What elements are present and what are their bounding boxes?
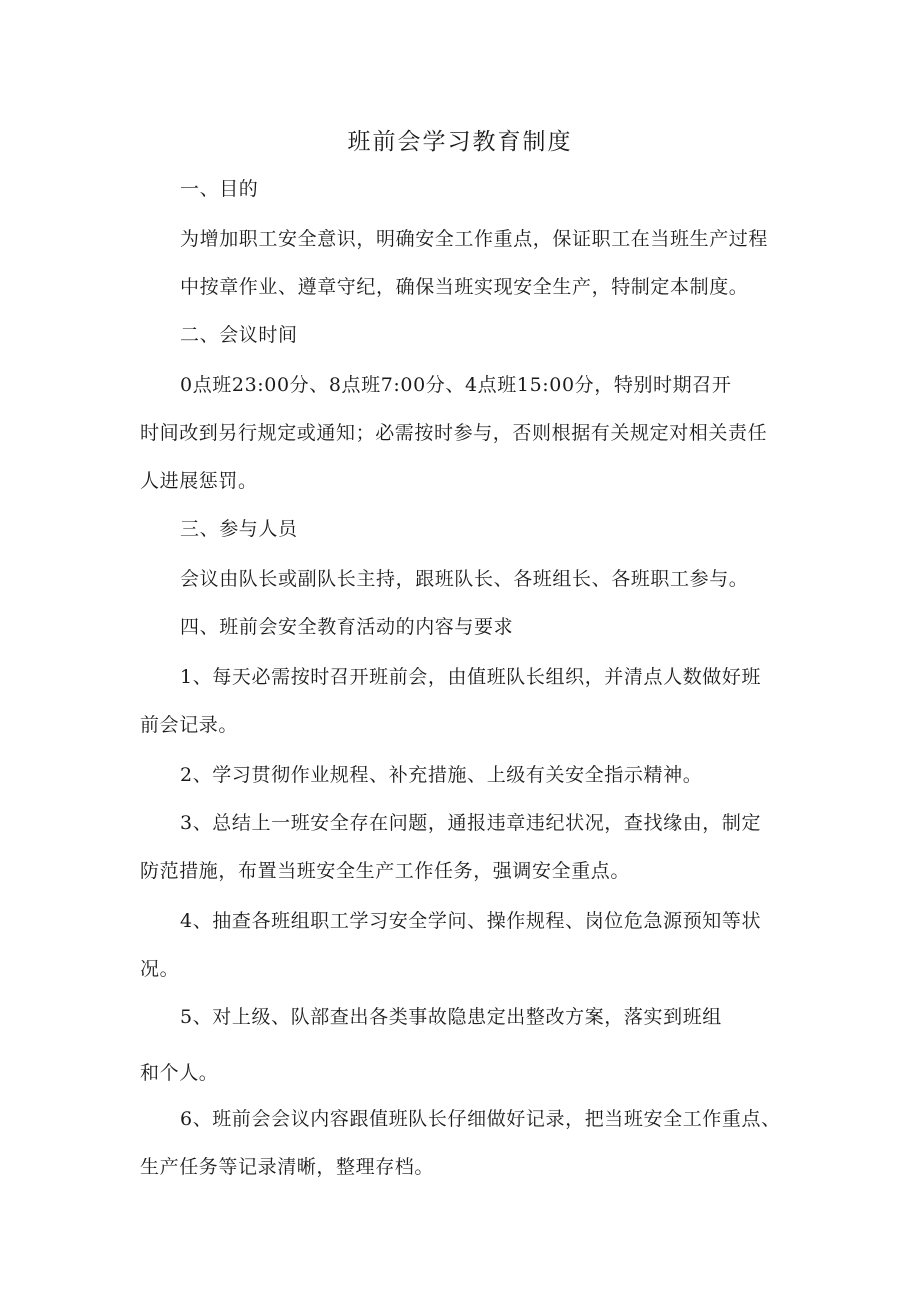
- section-heading-content-requirements: 四、班前会安全教育活动的内容与要求: [180, 616, 514, 638]
- paragraph-line: 会议由队长或副队长主持，跟班队长、各班组长、各班职工参与。: [180, 568, 749, 590]
- list-item-line: 5、对上级、队部查出各类事故隐患定出整改方案，落实到班组: [180, 1006, 722, 1028]
- section-heading-meeting-time: 二、会议时间: [180, 324, 298, 346]
- list-item-line: 防范措施，布置当班安全生产工作任务，强调安全重点。: [140, 860, 631, 882]
- list-item-line: 2、学习贯彻作业规程、补充措施、上级有关安全指示精神。: [180, 764, 703, 786]
- list-item-line: 1、每天必需按时召开班前会，由值班队长组织，并清点人数做好班: [180, 666, 762, 688]
- paragraph-line: 时间改到另行规定或通知；必需按时参与，否则根据有关规定对相关责任: [140, 422, 768, 444]
- section-heading-participants: 三、参与人员: [180, 518, 298, 540]
- section-heading-purpose: 一、目的: [180, 178, 259, 200]
- paragraph-line: 0点班23:00分、8点班7:00分、4点班15:00分，特别时期召开: [180, 374, 732, 396]
- list-item-line: 前会记录。: [140, 714, 239, 736]
- paragraph-line: 人进展惩罚。: [140, 470, 258, 492]
- list-item-line: 3、总结上一班安全存在问题，通报违章违纪状况，查找缘由，制定: [180, 812, 762, 834]
- list-item-line: 生产任务等记录清晰，整理存档。: [140, 1156, 435, 1178]
- list-item-line: 6、班前会会议内容跟值班队长仔细做好记录，把当班安全工作重点、: [180, 1108, 781, 1130]
- paragraph-line: 为增加职工安全意识，明确安全工作重点，保证职工在当班生产过程: [180, 228, 769, 250]
- list-item-line: 况。: [140, 958, 180, 980]
- paragraph-line: 中按章作业、遵章守纪，确保当班实现安全生产，特制定本制度。: [180, 276, 749, 298]
- list-item-line: 4、抽查各班组职工学习安全学问、操作规程、岗位危急源预知等状: [180, 910, 762, 932]
- document-title: 班前会学习教育制度: [347, 129, 573, 155]
- list-item-line: 和个人。: [140, 1062, 219, 1084]
